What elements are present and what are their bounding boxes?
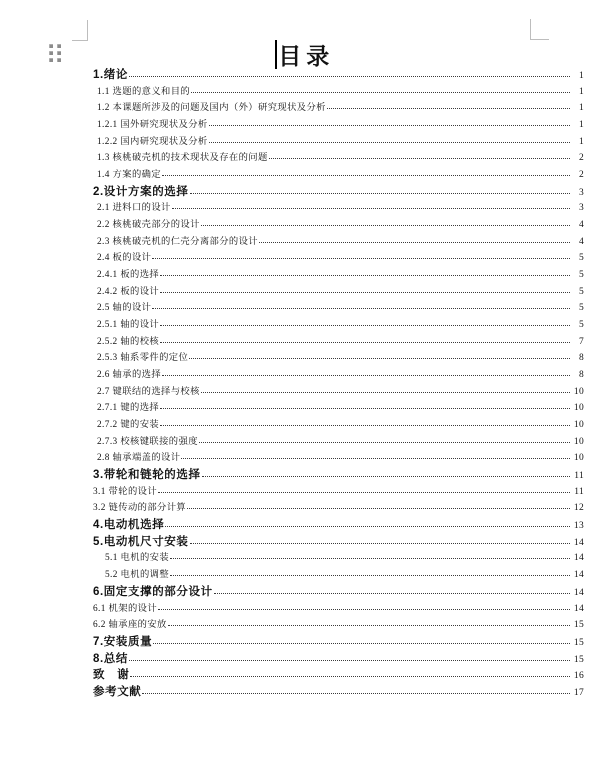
dot-leader [170, 574, 570, 576]
toc-entry[interactable] [93, 683, 584, 700]
toc-entry-page-number: 8 [578, 353, 584, 364]
toc-entry[interactable] [93, 516, 584, 533]
toc-entry-label: 2.3 核桃破壳机的仁壳分离部分的设计 [97, 236, 258, 247]
toc-entry-page-number: 14 [573, 553, 584, 564]
toc-entry-page-number: 14 [573, 537, 584, 548]
dot-leader [168, 624, 570, 626]
toc-entry-page-number: 1 [578, 103, 584, 114]
toc-entry-page-number: 15 [573, 620, 584, 631]
dot-leader [153, 642, 570, 644]
toc-entry-label: 2.1 进料口的设计 [97, 203, 171, 214]
toc-entry-label: 7.安装质量 [93, 635, 153, 648]
dot-leader [162, 174, 570, 176]
toc-entry[interactable] [93, 299, 584, 316]
toc-entry[interactable] [93, 66, 584, 83]
toc-entry-page-number: 5 [578, 270, 584, 281]
toc-entry-page-number: 11 [574, 471, 584, 482]
dot-leader [160, 291, 570, 293]
toc-entry-label: 2.5.1 轴的设计 [97, 320, 160, 331]
toc-entry-label: 5.2 电机的调整 [105, 570, 170, 581]
toc-entry-label: 2.8 轴承端盖的设计 [97, 453, 181, 464]
dot-leader [327, 107, 570, 109]
dot-leader [209, 141, 570, 143]
dot-leader [160, 274, 570, 276]
toc-entry-label: 6.固定支撑的部分设计 [93, 585, 213, 598]
dot-leader [172, 207, 570, 209]
toc-entry-label: 1.4 方案的确定 [97, 170, 162, 181]
dot-leader [269, 157, 570, 159]
toc-entry-label: 5.电动机尺寸安装 [93, 535, 189, 548]
toc-entry-page-number: 1 [578, 120, 584, 131]
dot-leader [160, 324, 570, 326]
toc-entry[interactable] [93, 249, 584, 266]
toc-entry-label: 1.2 本课题所涉及的问题及国内（外）研究现状及分析 [97, 103, 326, 114]
toc-entry-label: 2.设计方案的选择 [93, 185, 189, 198]
toc-entry[interactable] [93, 583, 584, 600]
text-cursor-icon [275, 40, 278, 69]
toc-entry[interactable] [93, 466, 584, 483]
dot-leader [259, 241, 570, 243]
dot-leader [201, 391, 570, 393]
toc-entry[interactable] [93, 499, 584, 516]
toc-entry-label: 5.1 电机的安装 [105, 553, 170, 564]
toc-entry-label: 2.2 核桃破壳部分的设计 [97, 220, 200, 231]
toc-entry-page-number: 5 [578, 286, 584, 297]
toc-entry[interactable] [93, 349, 584, 366]
toc-entry-page-number: 8 [578, 370, 584, 381]
toc-entry-page-number: 4 [578, 236, 584, 247]
toc-entry-label: 2.5.2 轴的校核 [97, 336, 160, 347]
toc-entry-label: 2.7 键联结的选择与校核 [97, 386, 200, 397]
toc-entry-page-number: 17 [573, 687, 584, 698]
toc-entry[interactable] [93, 416, 584, 433]
toc-entry-page-number: 10 [573, 403, 584, 414]
toc-entry-page-number: 11 [574, 486, 584, 497]
toc-entry-page-number: 1 [578, 71, 584, 81]
toc-entry-label: 致 谢 [93, 669, 130, 682]
toc-entry[interactable] [93, 366, 584, 383]
toc-entry[interactable] [93, 133, 584, 150]
text-boundary-corner-mark-right [530, 19, 549, 40]
dot-leader [214, 592, 570, 594]
dot-leader [162, 374, 570, 376]
toc-entry-label: 1.绪论 [93, 69, 128, 81]
toc-entry-label: 2.5 轴的设计 [97, 303, 152, 314]
toc-entry-page-number: 13 [573, 521, 584, 532]
toc-entry-page-number: 1 [578, 136, 584, 147]
dot-leader [160, 407, 570, 409]
toc-entry[interactable] [93, 533, 584, 550]
toc-entry-page-number: 3 [578, 203, 584, 214]
toc-entry[interactable] [93, 116, 584, 133]
toc-entry-label: 6.2 轴承座的安放 [93, 620, 167, 631]
toc-entry-label: 8.总结 [93, 652, 128, 665]
toc-entry[interactable] [93, 266, 584, 283]
dot-leader [187, 507, 570, 509]
toc-entry-page-number: 3 [578, 187, 584, 198]
toc-entry[interactable] [93, 283, 584, 300]
toc-entry-page-number: 12 [573, 503, 584, 514]
toc-entry-page-number: 10 [573, 436, 584, 447]
dot-leader [160, 341, 570, 343]
table-of-contents [93, 66, 584, 700]
toc-entry-label: 1.2.1 国外研究现状及分析 [97, 120, 208, 131]
dot-leader [160, 424, 570, 426]
dot-leader [181, 457, 570, 459]
toc-entry-label: 3.2 链传动的部分计算 [93, 503, 187, 514]
toc-entry[interactable] [93, 316, 584, 333]
toc-entry-page-number: 10 [573, 420, 584, 431]
dot-leader [202, 475, 570, 477]
dot-leader [129, 75, 570, 77]
toc-entry[interactable] [93, 83, 584, 100]
dot-leader [170, 557, 570, 559]
dot-leader [158, 491, 570, 493]
dot-leader [209, 124, 570, 126]
toc-entry-label: 6.1 机架的设计 [93, 603, 158, 614]
dot-leader [191, 91, 570, 93]
toc-entry-page-number: 7 [578, 336, 584, 347]
dot-leader [201, 224, 570, 226]
dot-leader [129, 659, 570, 661]
dot-leader [152, 307, 570, 309]
toc-entry-page-number: 10 [573, 453, 584, 464]
toc-entry-page-number: 14 [573, 587, 584, 598]
dot-leader [189, 357, 570, 359]
toc-entry[interactable] [93, 199, 584, 216]
toc-entry[interactable] [93, 99, 584, 116]
toc-entry-page-number: 15 [573, 654, 584, 665]
toc-entry-page-number: 1 [578, 86, 584, 97]
dot-leader [142, 692, 570, 694]
toc-entry-label: 2.4 板的设计 [97, 253, 152, 264]
toc-entry-label: 2.6 轴承的选择 [97, 370, 162, 381]
toc-entry-label: 3.带轮和链轮的选择 [93, 469, 201, 482]
dot-leader [165, 525, 570, 527]
page-title: 目录 [278, 44, 335, 69]
dot-leader [152, 257, 570, 259]
toc-entry-label: 2.4.1 板的选择 [97, 270, 160, 281]
dot-leader [130, 675, 570, 677]
toc-entry[interactable] [93, 383, 584, 400]
toc-entry[interactable] [93, 149, 584, 166]
toc-entry-page-number: 5 [578, 320, 584, 331]
toc-entry-page-number: 14 [573, 570, 584, 581]
toc-entry-label: 3.1 带轮的设计 [93, 486, 158, 497]
dot-leader [199, 441, 570, 443]
toc-entry[interactable] [93, 233, 584, 250]
toc-entry[interactable] [93, 633, 584, 650]
dot-leader [190, 192, 571, 194]
toc-entry-label: 2.7.3 校核键联接的强度 [97, 436, 198, 447]
toc-entry-label: 4.电动机选择 [93, 519, 165, 532]
toc-entry-label: 1.1 选题的意义和目的 [97, 86, 191, 97]
toc-entry[interactable] [93, 616, 584, 633]
toc-entry[interactable] [93, 600, 584, 617]
toc-entry-page-number: 14 [573, 603, 584, 614]
toc-entry-page-number: 2 [578, 170, 584, 181]
toc-entry-page-number: 5 [578, 303, 584, 314]
toc-entry-label: 1.3 核桃破壳机的技术现状及存在的问题 [97, 153, 268, 164]
toc-entry[interactable] [93, 166, 584, 183]
toc-entry-label: 2.4.2 板的设计 [97, 286, 160, 297]
toc-entry-page-number: 5 [578, 253, 584, 264]
toc-entry-label: 2.5.3 轴系零件的定位 [97, 353, 189, 364]
toc-entry[interactable] [93, 433, 584, 450]
toc-entry[interactable] [93, 650, 584, 667]
toc-entry[interactable] [93, 666, 584, 683]
toc-entry[interactable] [93, 399, 584, 416]
toc-entry-page-number: 10 [573, 386, 584, 397]
toc-entry[interactable] [93, 566, 584, 583]
toc-entry[interactable] [93, 483, 584, 500]
toc-entry-label: 2.7.1 键的选择 [97, 403, 160, 414]
toc-entry[interactable] [93, 449, 584, 466]
toc-entry-label: 参考文献 [93, 685, 142, 698]
toc-entry[interactable] [93, 216, 584, 233]
toc-entry-page-number: 4 [578, 220, 584, 231]
toc-entry-page-number: 2 [578, 153, 584, 164]
toc-entry-page-number: 15 [573, 637, 584, 648]
toc-entry[interactable] [93, 333, 584, 350]
toc-entry[interactable] [93, 549, 584, 566]
toc-entry-label: 1.2.2 国内研究现状及分析 [97, 136, 208, 147]
toc-entry-label: 2.7.2 键的安装 [97, 420, 160, 431]
toc-entry-page-number: 16 [573, 671, 584, 682]
toc-entry[interactable] [93, 183, 584, 200]
dot-leader [158, 608, 570, 610]
dot-leader [190, 542, 571, 544]
